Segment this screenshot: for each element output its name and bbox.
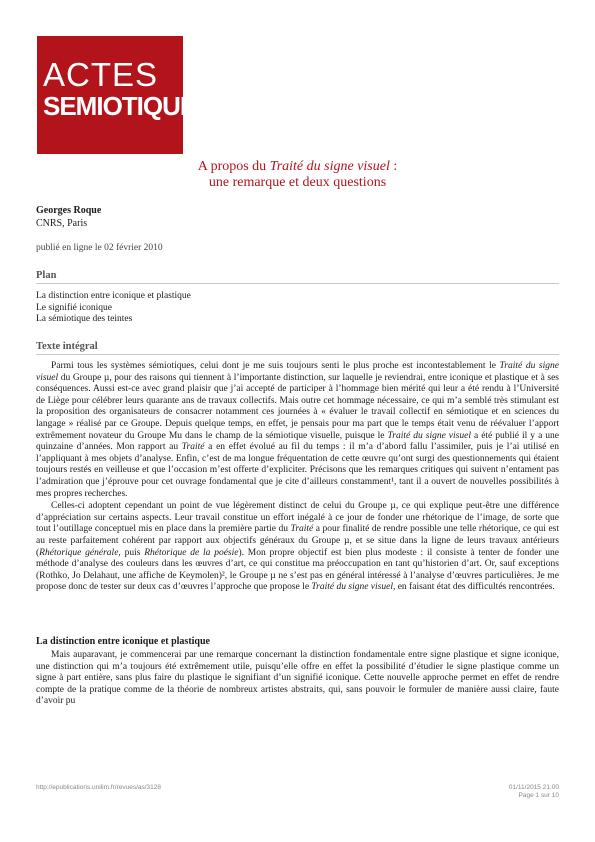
plan-item[interactable]: La distinction entre iconique et plastique xyxy=(36,291,191,301)
p1-text: a en effet évolué au fil du temps : il m’a d’abord fallu l’assimiler, puis je l’ai utilisé en l’appliquant à mes objets d’analyse. Enfin, c’est de ma longue fréquentation de cette œuvre qu’ont surgi des questionnements qui étaient toujours restés en veilleuse et que l’occasion m’est offerte d’expliciter. Précisons que les remarques critiques qui suivent n’entament pas l’admiration que j’éprouve pour cet ouvrage fondamental que je cite d’ailleurs constamment¹, tant il a ouvert de nouvelles possibilités à mes propres recherches. xyxy=(36,442,559,499)
footer-meta xyxy=(509,784,559,800)
p2-text: ). Mon propre objectif est bien plus modeste : il consiste à tenter de fonder une méthode d’analyse des couleurs dans les œuvres d’art, ce qui constitue ma préoccupation en tant qu’historien d’art. Or, sauf exceptions (Rothko, Jo Delahaut, une affiche de Keymolen)², le Groupe µ ne s’est pas en général intéressé à l’analyse d’œuvres particulières. Je me propose donc de tester sur deux cas d’œuvres l’approche que propose le xyxy=(36,547,559,593)
p2-italic: Rhétorique de la poésie xyxy=(144,547,239,558)
footer-date: 01/11/2015 21:00 xyxy=(508,784,559,791)
author-affiliation: CNRS, Paris xyxy=(36,218,88,229)
plan-item[interactable]: Le signifié iconique xyxy=(36,302,112,313)
author-name: Georges Roque xyxy=(36,205,102,216)
plan-list xyxy=(36,291,191,326)
p2-italic: Rhétorique générale xyxy=(39,547,119,558)
p2-italic: Traité du signe visuel xyxy=(311,582,393,593)
publication-date: publié en ligne le 02 février 2010 xyxy=(36,243,163,253)
p2-text: , en faisant état des difficultés rencontrées. xyxy=(392,582,555,593)
p2-italic: Traité xyxy=(290,524,314,535)
plan-heading: Plan xyxy=(36,270,559,284)
p1-italic: Traité du signe visuel xyxy=(387,430,471,441)
logo-line-2: SEMIOTIQUES xyxy=(43,91,213,121)
section-heading-distinction: La distinction entre iconique et plastique xyxy=(36,636,210,647)
title-suffix: : xyxy=(389,159,398,174)
title-line-2: une remarque et deux questions xyxy=(208,175,387,190)
p2-text: a pour finalité de rendre possible une telle rhétorique, ce qui est au reste parfaitement cohérent par rapport aux objectifs généraux du Groupe µ, et se situe dans la ligne de leurs travaux antérieurs ( xyxy=(36,524,559,558)
p1-text: Parmi tous les systèmes sémiotiques, celui dont je me suis toujours senti le plus proche est incontestablement le xyxy=(51,361,500,371)
paragraph-1 xyxy=(36,361,559,500)
article-title xyxy=(0,159,595,191)
title-italic: Traité du signe visuel xyxy=(269,159,390,174)
logo-line-1: ACTES xyxy=(43,56,159,93)
main-text xyxy=(36,361,559,594)
p1-italic: Traité du signe visuel xyxy=(36,361,559,383)
footer-page: Page 1 sur 10 xyxy=(518,792,559,799)
p1-text: a été publié il y a une quinzaine d’années. Mon rapport au xyxy=(36,430,560,453)
footer-url[interactable]: http://epublications.unilim.fr/revues/as/3128 xyxy=(36,784,162,791)
plan-item[interactable]: La sémiotique des teintes xyxy=(36,314,133,325)
author-block xyxy=(36,204,101,230)
actes-semiotiques-logo xyxy=(37,36,213,154)
section-1-text xyxy=(36,650,559,708)
paragraph-2 xyxy=(36,501,559,594)
p1-text: du Groupe µ, pour des raisons qui tiennent à l’importante distinction, sur laquelle je reviendrai, entre iconique et plastique et à ses conséquences. Aussi est-ce avec grand plaisir que j’ai accepté de participer à l’hommage bien mérité qui leur a été rendu à l’Université de Liège pour célébrer leurs quarante ans de travaux collectifs. Mais outre cet hommage nécessaire, ce qui m’a semblé très stimulant est la proposition des organisateurs de consacrer notamment ces journées à « évaluer le travail collectif en sémiotique et en sciences du langage » réalisé par ce Groupe. Depuis quelque temps, en effet, je pensais pour ma part que le temps était venu de réévaluer l’apport extrêmement novateur du Groupe Mu dans le champ de la sémiotique visuelle, puisque le xyxy=(36,372,559,441)
p1-italic: Traité xyxy=(181,442,205,453)
p2-text: Celles-ci adoptent cependant un point de vue légèrement distinct de celui du Groupe µ, ce qui explique peut-être une différence d’appréciation sur certains aspects. Leur travail constitue un effort inégalé à ce jour de fonder une rhétorique de l’image, de sorte que tout l’outillage conceptuel mis en place dans la première partie du xyxy=(36,501,559,535)
texte-integral-heading: Texte intégral xyxy=(36,341,559,355)
p2-text: , puis xyxy=(118,547,145,558)
paragraph-3: Mais auparavant, je commencerai par une remarque concernant la distinction fondamentale entre signe plastique et signe iconique, une distinction qui m’a toujours été extrêmement utile, puisqu’elle offre en effet la possibilité d’étudier le signe plastique comme un signe à part entière, sans plus faire du plastique le signifiant d’un signifié iconique. Cette nouvelle approche permet en effet de rendre compte de la pratique comme de la théorie de nombreux artistes abstraits, qui, sans pouvoir le formuler de manière aussi claire, faute d’avoir pu xyxy=(36,650,559,707)
title-prefix: A propos du xyxy=(197,159,270,174)
